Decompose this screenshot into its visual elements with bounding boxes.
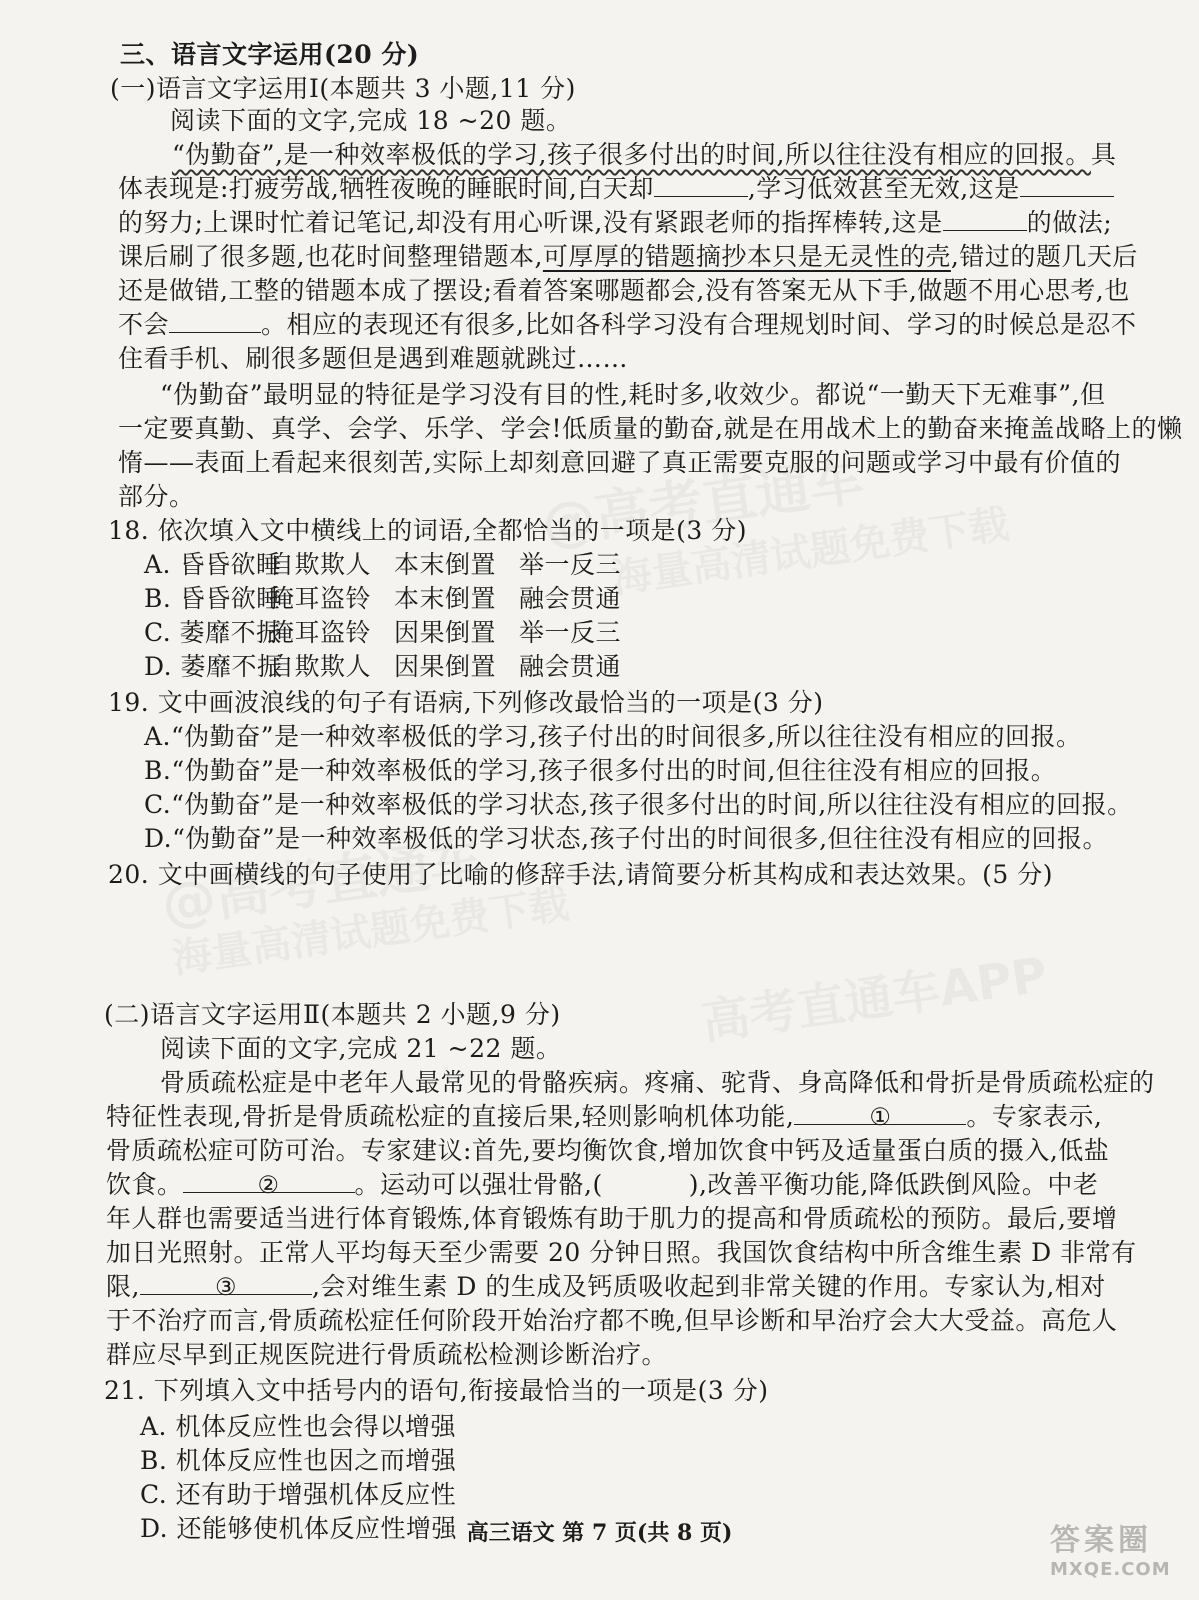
question-19-option: D.“伪勤奋”是一种效率极低的学习状态,孩子付出的时间很多,但往往没有相应的回报。 [144,824,1109,853]
section-title: 三、语言文字运用(20 分) [120,40,420,69]
question-19-option: A.“伪勤奋”是一种效率极低的学习,孩子付出的时间很多,所以往往没有相应的回报。 [144,722,1082,751]
passage1-line: 体表现是:打疲劳战,牺牲夜晚的睡眠时间,白天却 ,学习低效甚至无效,这是 [118,172,1114,206]
question-21-option: A. 机体反应性也会得以增强 [140,1412,456,1441]
question-18-stem: 18. 依次填入文中横线上的词语,全都恰当的一项是(3 分) [108,516,748,545]
question-21-option: D. 还能够使机体反应性增强 [140,1514,458,1543]
part2-title: (二)语言文字运用Ⅱ(本题共 2 小题,9 分) [104,1000,561,1029]
passage1-line: “伪勤奋”,是一种效率极低的学习,孩子很多付出的时间,所以往往没有相应的回报。具 [172,140,1117,169]
passage2-line: 惰——表面上看起来很刻苦,实际上却刻意回避了真正需要克服的问题或学习中最有价值的 [118,448,1121,477]
part1-title: (一)语言文字运用Ⅰ(本题共 3 小题,11 分) [110,74,576,103]
passage1-line: 课后刷了很多题,也花时间整理错题本,可厚厚的错题摘抄本只是无灵性的壳,错过的题几天后 [118,242,1138,271]
passage3-line: 饮食。 ② 。运动可以强壮骨骼,( ),改善平衡功能,降低跌倒风险。中老 [106,1170,1099,1199]
underlined-sentence: 可厚厚的错题摘抄本只是无灵性的壳 [542,242,951,271]
passage3-line: 骨质疏松症可防可治。专家建议:首先,要均衡饮食,增加饮食中钙及适量蛋白质的摄入,低盐 [106,1136,1110,1165]
passage3-line: 特征性表现,骨折是骨质疏松症的直接后果,轻则影响机体功能, ① 。专家表示, [106,1102,1103,1131]
site-logo: 答案圈 MXQE.COM [1050,1523,1171,1580]
passage2-line: “伪勤奋”最明显的特征是学习没有目的性,耗时多,收效少。都说“一勤天下无难事”,但 [160,380,1106,409]
answer-blank-1: ① [794,1100,966,1125]
answer-blank [654,172,748,197]
question-18-option: A. 昏昏欲睡自欺欺人 本末倒置 举一反三 [144,550,622,579]
passage3-line: 群应尽早到正规医院进行骨质疏松检测诊断治疗。 [106,1340,668,1369]
passage2-line: 一定要真勤、真学、会学、乐学、学会!低质量的勤奋,就是在用战术上的勤奋来掩盖战略上的懒 [118,414,1183,443]
passage3-line: 限, ③ ,会对维生素 D 的生成及钙质吸收起到非常关键的作用。专家认为,相对 [106,1272,1106,1301]
page-footer: 高三语文 第 7 页(共 8 页) [466,1520,733,1546]
question-19-option: C.“伪勤奋”是一种效率极低的学习状态,孩子很多付出的时间,所以往往没有相应的回报。 [144,790,1133,819]
question-21-option: C. 还有助于增强机体反应性 [140,1480,457,1509]
question-18-option: D. 萎靡不振自欺欺人 因果倒置 融会贯通 [144,652,622,681]
passage3-line: 年人群也需要适当进行体育锻炼,体育锻炼有助于肌力的提高和骨质疏松的预防。最后,要增 [106,1204,1118,1233]
passage1-line: 住看手机、刷很多题但是遇到难题就跳过…… [118,344,629,373]
question-18-option: B. 昏昏欲睡掩耳盗铃 本末倒置 融会贯通 [144,584,622,613]
question-21-stem: 21. 下列填入文中括号内的语句,衔接最恰当的一项是(3 分) [104,1376,769,1405]
answer-blank [169,308,261,333]
passage1-line: 不会 。相应的表现还有很多,比如各科学习没有合理规划时间、学习的时候总是忍不 [118,310,1137,339]
question-20-stem: 20. 文中画横线的句子使用了比喻的修辞手法,请简要分析其构成和表达效果。(5 分) [108,860,1054,889]
question-18-option: C. 萎靡不振掩耳盗铃 因果倒置 举一反三 [144,618,622,647]
passage1-line: 还是做错,工整的错题本成了摆设;看着答案哪题都会,没有答案无从下手,做题不用心思考,也 [118,276,1130,305]
passage3-line: 于不治疗而言,骨质疏松症任何阶段开始治疗都不晚,但早诊断和早治疗会大大受益。高危人 [106,1306,1118,1335]
answer-blank-2: ② [183,1168,355,1193]
question-19-stem: 19. 文中画波浪线的句子有语病,下列修改最恰当的一项是(3 分) [108,688,824,717]
passage3-line: 加日光照射。正常人平均每天至少需要 20 分钟日照。我国饮食结构中所含维生素 D 非常有 [106,1238,1137,1267]
wavy-sentence: “伪勤奋”,是一种效率极低的学习,孩子很多付出的时间,所以往往没有相应的回报。 [172,140,1091,169]
part1-instruction: 阅读下面的文字,完成 18 ~20 题。 [170,106,572,135]
part2-instruction: 阅读下面的文字,完成 21 ~22 题。 [160,1034,562,1063]
watermark [697,936,1051,1053]
answer-blank [943,206,1027,231]
passage2-line: 部分。 [118,482,195,511]
passage1-line: 的努力;上课时忙着记笔记,却没有用心听课,没有紧跟老师的指挥棒转,这是 的做法; [118,208,1113,237]
passage3-line: 骨质疏松症是中老年人最常见的骨骼疾病。疼痛、驼背、身高降低和骨折是骨质疏松症的 [160,1068,1155,1097]
question-19-option: B.“伪勤奋”是一种效率极低的学习,孩子很多付出的时间,但往往没有相应的回报。 [144,756,1057,785]
question-21-option: B. 机体反应性也因之而增强 [140,1446,457,1475]
answer-blank [1020,172,1114,197]
answer-blank-3: ③ [140,1270,312,1295]
